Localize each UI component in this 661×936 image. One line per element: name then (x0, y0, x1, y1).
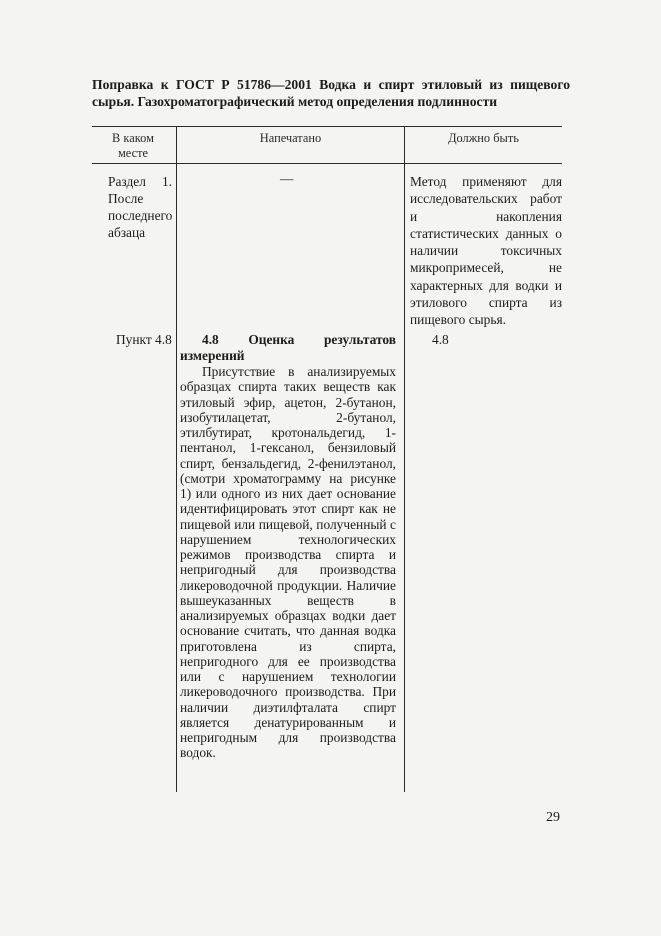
document-title: Поправка к ГОСТ Р 51786—2001 Водка и спирт этиловый из пищевого сырья. Газохроматографический метод определения подлинности (92, 77, 570, 109)
row2-printed-text: Присутствие в анализируемых образцах спирта таких веществ как этиловый эфир, ацетон, 2-бутанон, изобутилацетат, 2-бутанол, этилбутират, кротональдегид, 1-пентанол, 1-гексанол, бензиловый спирт, бензальдегид, 2-фенилэтанол, (смотри хроматограмму на рисунке 1) или одного из них дает основание идентифицировать этот спирт как не пищевой или пищевой, полученный с нарушением технологических режимов производства спирта и непригодный для производства ликероводочной продукции. Наличие вышеуказанных веществ в анализируемых образцах водки дает основание считать, что данная водка приготовлена из спирта, непригодного для ее производства или с нарушением технологии ликероводочного производства. При наличии диэтилфталата спирт является денатурированным и непригодным для производства водок. (180, 364, 396, 761)
row2-should-be: 4.8 (432, 332, 449, 347)
row2-printed-heading: 4.8 Оценка результатов измерений (180, 332, 396, 363)
table-header-rule (92, 163, 562, 164)
row1-location: Раздел 1. После последнего абзаца (108, 174, 173, 240)
row1-should-be: Метод применяют для исследовательских работ и накопления статистических данных о наличии токсичных микропримесей, не характерных для водки и этилового спирта из пищевого сырья. (410, 174, 562, 328)
header-printed: Напечатано (259, 131, 322, 145)
row2-location: Пункт 4.8 (116, 332, 172, 347)
column-divider-1 (176, 126, 177, 792)
row1-printed: — (280, 171, 294, 186)
header-should-be: Должно быть (448, 131, 519, 145)
table-top-rule (92, 126, 562, 127)
column-divider-2 (404, 126, 405, 792)
header-location: В каком месте (112, 131, 154, 160)
page-number: 29 (546, 810, 560, 825)
